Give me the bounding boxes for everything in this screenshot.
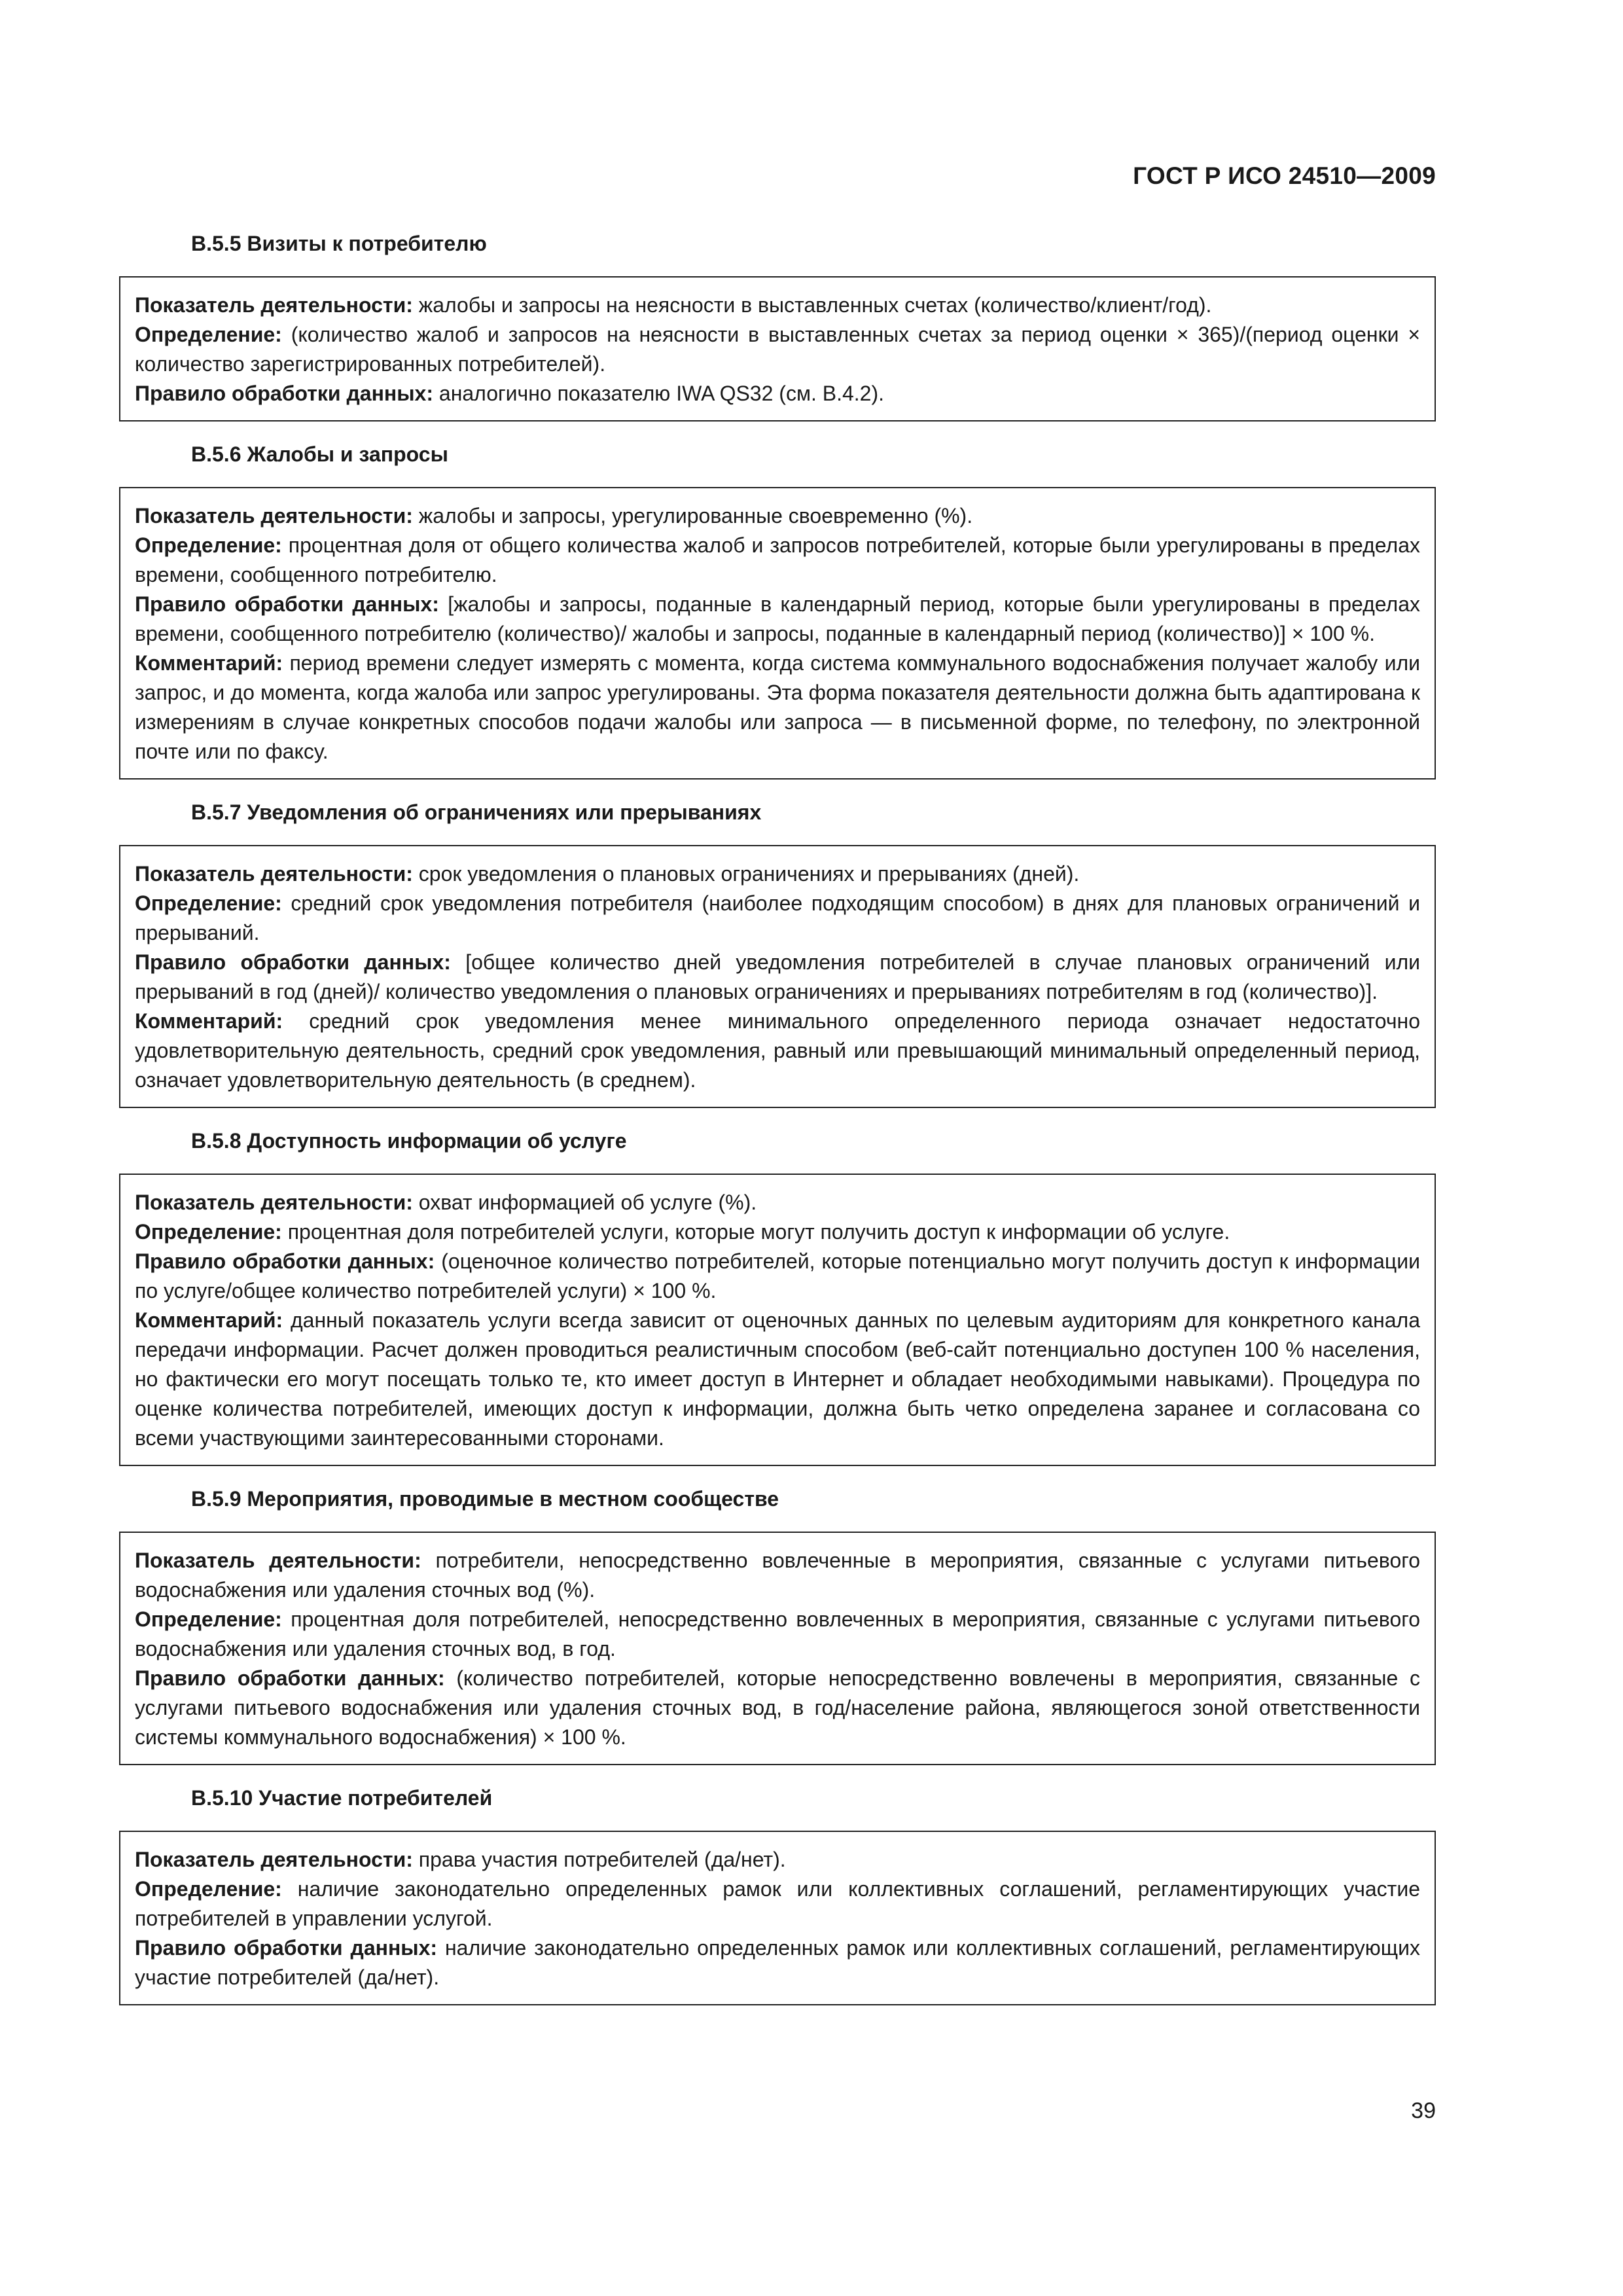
comment-text: средний срок уведомления менее минимального определенного периода означает недостаточно удовлетворительную деятельность, средний срок уведомления, равный или превышающий минимальный определенный период, означает удовлетворительную деятельность (в среднем). xyxy=(135,1009,1420,1092)
rule-text: аналогично показателю IWA QS32 (см. B.4.2). xyxy=(433,382,884,405)
comment-label: Комментарий: xyxy=(135,1308,283,1332)
definition-paragraph xyxy=(135,531,1420,590)
indicator-text: жалобы и запросы, урегулированные своевременно (%). xyxy=(412,504,973,528)
definition-text: процентная доля потребителей услуги, которые могут получить доступ к информации об услуге. xyxy=(281,1220,1230,1244)
page-number: 39 xyxy=(1411,2098,1436,2123)
main-content xyxy=(119,230,1436,2025)
rule-text: [жалобы и запросы, поданные в календарный период, которые были урегулированы в пределах времени, сообщенного потребителю (количество)/ жалобы и запросы, поданные в календарный период (количество)] × 100 %. xyxy=(135,592,1421,645)
rule-label: Правило обработки данных: xyxy=(135,382,433,405)
indicator-label: Показатель деятельности: xyxy=(135,1549,421,1572)
definition-label: Определение: xyxy=(135,533,282,557)
section-box-b-5-7 xyxy=(119,845,1436,1108)
indicator-text: жалобы и запросы на неясности в выставленных счетах (количество/клиент/год). xyxy=(412,293,1212,317)
indicator-paragraph xyxy=(135,291,1420,320)
document-code: ГОСТ Р ИСО 24510—2009 xyxy=(1133,162,1436,189)
comment-paragraph xyxy=(135,1306,1420,1453)
comment-text: период времени следует измерять с момента, когда система коммунального водоснабжения получает жалобу или запрос, и до момента, когда жалоба или запрос урегулированы. Эта форма показателя деятельности должна быть адаптирована к измерениям в случае конкретных способов подачи жалобы или запроса — в письменной форме, по телефону, по электронной почте или по факсу. xyxy=(135,651,1420,763)
comment-label: Комментарий: xyxy=(135,651,283,675)
rule-paragraph xyxy=(135,1933,1420,1992)
indicator-label: Показатель деятельности: xyxy=(135,862,413,886)
definition-paragraph xyxy=(135,1874,1420,1933)
section-box-b-5-6 xyxy=(119,487,1436,780)
section-title-b-5-8: B.5.8 Доступность информации об услуге xyxy=(191,1129,627,1153)
definition-text: процентная доля потребителей, непосредственно вовлеченных в мероприятия, связанные с услугами питьевого водоснабжения или удаления сточных вод, в год. xyxy=(135,1607,1420,1660)
indicator-paragraph xyxy=(135,1546,1420,1605)
section-title-b-5-5: B.5.5 Визиты к потребителю xyxy=(191,232,487,255)
definition-label: Определение: xyxy=(135,1220,282,1244)
indicator-label: Показатель деятельности: xyxy=(135,504,413,528)
indicator-paragraph xyxy=(135,1845,1420,1874)
definition-paragraph xyxy=(135,889,1420,948)
comment-label: Комментарий: xyxy=(135,1009,283,1033)
indicator-paragraph xyxy=(135,859,1420,889)
section-box-b-5-9 xyxy=(119,1532,1436,1765)
section-title-b-5-6: B.5.6 Жалобы и запросы xyxy=(191,442,448,466)
definition-label: Определение: xyxy=(135,1877,282,1901)
indicator-text: охват информацией об услуге (%). xyxy=(412,1191,757,1214)
rule-paragraph xyxy=(135,948,1420,1007)
section-title-b-5-10: B.5.10 Участие потребителей xyxy=(191,1786,493,1810)
definition-paragraph xyxy=(135,320,1420,379)
comment-paragraph xyxy=(135,649,1420,766)
indicator-label: Показатель деятельности: xyxy=(135,293,413,317)
indicator-paragraph xyxy=(135,1188,1420,1217)
rule-label: Правило обработки данных: xyxy=(135,1666,445,1690)
rule-paragraph xyxy=(135,1247,1420,1306)
section-box-b-5-10 xyxy=(119,1831,1436,2005)
indicator-text: права участия потребителей (да/нет). xyxy=(412,1848,786,1871)
indicator-paragraph xyxy=(135,501,1420,531)
rule-label: Правило обработки данных: xyxy=(135,592,439,616)
comment-paragraph xyxy=(135,1007,1420,1095)
rule-text: (количество потребителей, которые непосредственно вовлечены в мероприятия, связанные с услугами питьевого водоснабжения или удаления сточных вод, в год/население района, являющегося зоной ответственности системы коммунального водоснабжения) × 100 %. xyxy=(135,1666,1421,1749)
definition-text: средний срок уведомления потребителя (наиболее подходящим способом) в днях для плановых ограничений и прерываний. xyxy=(135,891,1420,944)
indicator-label: Показатель деятельности: xyxy=(135,1848,413,1871)
section-box-b-5-8 xyxy=(119,1174,1436,1466)
definition-paragraph xyxy=(135,1605,1420,1664)
rule-paragraph xyxy=(135,379,1420,408)
indicator-text: потребители, непосредственно вовлеченные в мероприятия, связанные с услугами питьевого водоснабжения или удаления сточных вод (%). xyxy=(135,1549,1421,1602)
section-title-b-5-7: B.5.7 Уведомления об ограничениях или прерываниях xyxy=(191,800,762,824)
comment-text: данный показатель услуги всегда зависит от оценочных данных по целевым аудиториям для конкретного канала передачи информации. Расчет должен проводиться реалистичным способом (веб-сайт потенциально доступен 100 % населения, но фактически его могут посещать только те, кто имеет доступ в Интернет и обладает необходимыми навыками). Процедура по оценке количества потребителей, имеющих доступ к информации, должна быть четко определена заранее и согласована со всеми участвующими заинтересованными сторонами. xyxy=(135,1308,1420,1450)
definition-label: Определение: xyxy=(135,323,282,346)
rule-label: Правило обработки данных: xyxy=(135,950,451,974)
indicator-text: срок уведомления о плановых ограничениях и прерываниях (дней). xyxy=(412,862,1080,886)
indicator-label: Показатель деятельности: xyxy=(135,1191,413,1214)
definition-text: наличие законодательно определенных рамок или коллективных соглашений, регламентирующих участие потребителей в управлении услугой. xyxy=(135,1877,1420,1930)
rule-label: Правило обработки данных: xyxy=(135,1936,438,1960)
rule-label: Правило обработки данных: xyxy=(135,1249,435,1273)
definition-paragraph xyxy=(135,1217,1420,1247)
rule-text: (оценочное количество потребителей, которые потенциально могут получить доступ к информации по услуге/общее количество потребителей услуги) × 100 %. xyxy=(135,1249,1421,1302)
rule-text: наличие законодательно определенных рамок или коллективных соглашений, регламентирующих участие потребителей (да/нет). xyxy=(135,1936,1421,1989)
definition-text: процентная доля от общего количества жалоб и запросов потребителей, которые были урегулированы в пределах времени, сообщенного потребителю. xyxy=(135,533,1420,586)
rule-paragraph xyxy=(135,1664,1420,1752)
rule-text: [общее количество дней уведомления потребителей в случае плановых ограничений или прерываний в год (дней)/ количество уведомления о плановых ограничениях и прерываниях потребителям в год (количество)]. xyxy=(135,950,1421,1003)
definition-text: (количество жалоб и запросов на неясности в выставленных счетах за период оценки × 365)/(период оценки × количество зарегистрированных потребителей). xyxy=(135,323,1420,376)
section-box-b-5-5 xyxy=(119,276,1436,422)
section-title-b-5-9: B.5.9 Мероприятия, проводимые в местном сообществе xyxy=(191,1487,779,1511)
definition-label: Определение: xyxy=(135,891,282,915)
rule-paragraph xyxy=(135,590,1420,649)
definition-label: Определение: xyxy=(135,1607,282,1631)
